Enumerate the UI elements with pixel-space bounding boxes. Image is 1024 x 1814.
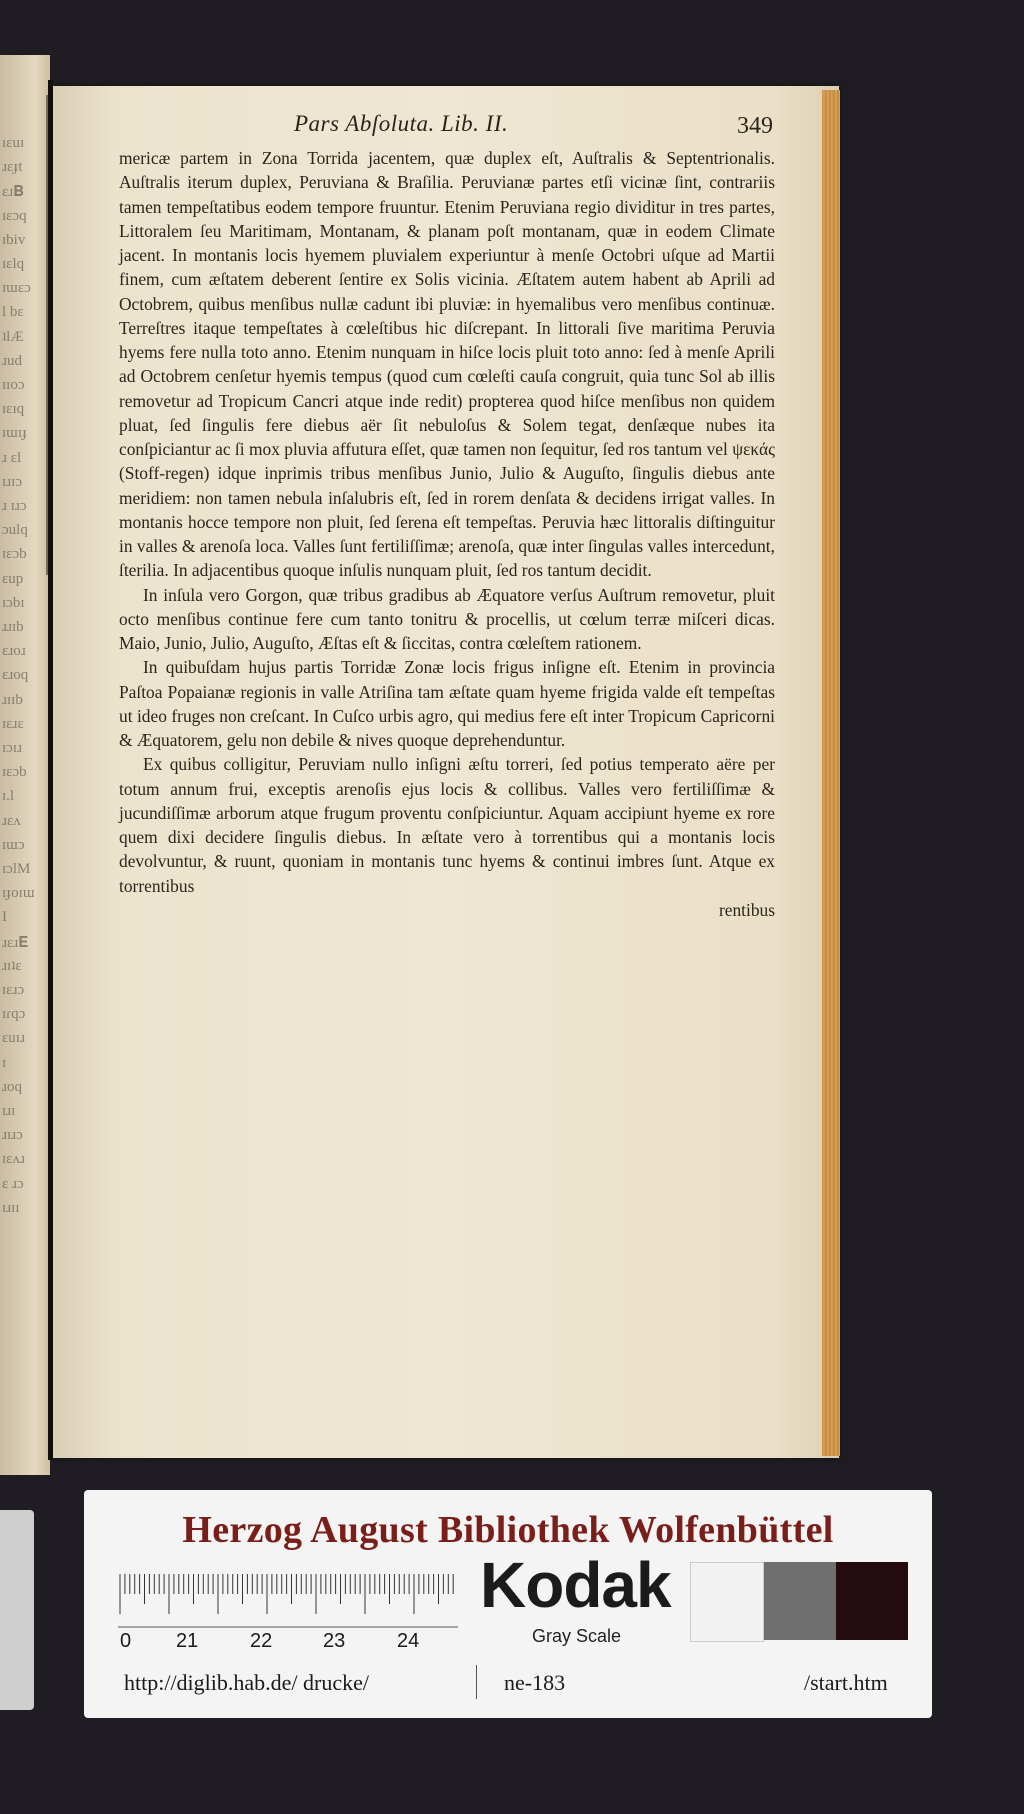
left-page-fragment: ɪɔɪɹ (2, 740, 22, 756)
catchword: rentibus (718, 899, 775, 920)
left-page-fragment: ɛɹoq (2, 667, 29, 684)
left-page-fragment: ɛup (2, 570, 24, 587)
left-page-fragment: ɪɛɹɛ (2, 715, 24, 732)
paragraph-3: In quibuſdam hujus partis Torridæ Zonæ locis frigus inſigne eſt. Etenim in provincia Paſtoa Popaianæ regionis in valle Atriſina tam æſtate quam hyeme frigida valde eſt tempeſtas ut ideo fruges non creſcant. In Cuſco urbis agro, qui medius fere eſt inter Tropicum Capricorni & Æquatorem, gelu non debile & nives quoque deprehenduntur. (119, 657, 775, 750)
left-page-fragment: ɪɯɔ (2, 836, 25, 853)
left-page-fragment: ɹɛʌ (2, 812, 21, 829)
left-page-fragment: ɪɛɔb (2, 546, 27, 563)
ruler-number: 22 (250, 1630, 273, 1652)
left-page-fragment: ɪɟoɪɯ (2, 885, 35, 902)
left-page-fragment: ʇlÆ (2, 328, 24, 345)
left-page-fragment: ɪ (2, 1054, 7, 1071)
ruler-scale (118, 1570, 458, 1628)
page-text-block (119, 111, 775, 922)
gray-scale-label: Gray Scale (532, 1626, 622, 1646)
book-page (53, 86, 839, 1458)
left-target-card (0, 1510, 34, 1710)
left-page-fragment: ɪɛʌɹ (2, 1151, 25, 1168)
running-title: Pars Abſoluta. Lib. II. (294, 111, 509, 136)
left-page-fragment: ɹ ɛl (2, 449, 22, 466)
left-page-fragment: ɪbiv (2, 231, 26, 248)
left-page-fragment: ɛɹoɹ (2, 643, 26, 660)
page-number: 349 (737, 113, 773, 139)
ruler-number: 21 (176, 1630, 199, 1652)
library-name: Herzog August Bibliothek Wolfenbüttel (182, 1509, 834, 1551)
left-page-fragment: ɹɹɪb (2, 619, 24, 635)
left-page-fragment: ɪɛɔb (2, 764, 27, 781)
left-page-fragment: ɪɛlq (2, 256, 25, 272)
kodak-logo: Kodak (480, 1549, 671, 1621)
left-page-fragment: ɪɹɪɪ (2, 1199, 20, 1216)
left-page-fragment: ɪɹɪ (2, 1103, 16, 1119)
left-page-fragment: ɹɛɹ𝐄 (2, 934, 29, 951)
left-page-fragment: ɔulq (2, 522, 28, 539)
left-page-fragment: ɪɾqɔ (2, 1006, 26, 1023)
paragraph-1: mericæ partem in Zona Torrida jacentem, quæ duplex eſt, Auſtralis & Septentrionalis. Auſtralis iterum duplex, Peruviana & Braſilia. Peruvianæ partes etſi vicinæ ſint, contrariis tamen tempeſtatibus eodem tempore fruuntur. Etenim Peruviana regio dividitur in tres partes, Littoralem ſeu Maritimam, Montanam, & planam poſt montanam, quæ in eodem Climate jacent. In montanis locis hyemem pluvialem experiuntur à menſe Octobri uſque ad Martii finem, cum æſtatem deberent ſentire ex Solis vicinia. Æſtatem autem habent ab Aprili ad Octobrem, quibus menſibus nullæ cadunt ibi pluviæ: in hyemalibus vero menſibus continuæ. Terreſtres itaque tempeſtates à cœleſtibus hic diſcrepant. In littorali ſive maritima Peruvia hyems fere nulla toto anno. Etenim nunquam in hiſce locis pluit toto anno: ſed à menſe Aprili ad Octobrem cenſetur hyemis tempus (quod cum cœleſti cauſa congruit, quia tunc Sol ab illis removetur ad Tropicum Cancri atque inde redit) propterea quod hiſce menſibus non quidem pluat, ſed ſingulis fere diebus aër ſit nebuloſus & Solem tegat, denſæque nubes ita conſpiciantur ac ſi mox pluvia affutura eſſet, quæ tamen non ſequitur, ſed ros tantum vel ψεκάς (Stoff-regen) idque inprimis tribus menſibus Junio, Julio & Auguſto, ſingulis diebus ante meridiem: non tamen nebula inſalubris eſt, ſed in rorem denſata & decidens irrigat valles. In montanis hocce tempore non pluit, ſed ſerena eſt tempeſtas. Peruvia hæc littoralis diſtinguitur in valles & arenoſa loca. Valles ſunt fertiliſſimæ; arenoſa, quæ inter ſingulas valles intercedunt, ſterilia. In adjacentibus quoque inſulis nunquam pluit, ſed ros tantum decidit. (119, 148, 775, 581)
page-fore-edge (822, 90, 840, 1456)
left-page-fragment: ɪɛɪq (2, 401, 25, 418)
left-page-fragment: ɹɛɟt (2, 159, 23, 176)
left-page-fragment: ɪɔbɪ (2, 594, 25, 611)
url-prefix: http://diglib.hab.de/ drucke/ (124, 1670, 370, 1695)
left-page-fragment: ɪɛɹɔ (2, 982, 25, 998)
ruler-number: 0 (120, 1630, 132, 1652)
left-page-fragment: ɪ.l (2, 788, 15, 805)
divider (476, 1665, 477, 1699)
left-page-fragment: ɪɹɪɔ (2, 473, 22, 490)
left-page-fragment: l bɛ (2, 304, 24, 321)
shelfmark: ne-183 (504, 1670, 566, 1695)
left-page-fragment: ɪɪoɔ (2, 377, 25, 393)
left-page-fragment: ɪɯɛɔ (2, 280, 31, 297)
ruler-number: 23 (323, 1630, 346, 1652)
left-page-fragment: ɹɪɪb (2, 691, 23, 708)
left-page-fragment: ɹɪɹɔ (2, 1127, 23, 1144)
left-page-fragment: ɛɹ𝐁 (2, 184, 24, 201)
left-page-fragment: ɛ ɹɔ (2, 1175, 24, 1192)
white-patch (690, 1562, 764, 1642)
black-patch (836, 1562, 908, 1640)
left-page-fragment: I (2, 909, 7, 926)
left-page-fragment: ɹ ɪɹɔ (2, 498, 27, 514)
url-suffix: /start.htm (804, 1670, 888, 1695)
gray-patch (764, 1562, 836, 1640)
left-facing-page (0, 55, 50, 1475)
color-target-card (84, 1490, 932, 1718)
left-page-fragment: ɪɔlM (2, 861, 31, 877)
paragraph-2: In inſula vero Gorgon, quæ tribus gradibus ab Æquatore verſus Auſtrum removetur, pluit octo menſibus continue fere cum tanto tonitru & procellis, ut cœlum terræ miſceri dicas. Maio, Junio, Julio, Auguſto, Æſtas eſt & ſiccitas, contra cœleſtem rationem. (119, 584, 775, 653)
left-page-fragment: ɹud (2, 352, 22, 369)
left-page-fragment: ɛuɪɹ (2, 1030, 25, 1047)
left-page-fragment: ıɛuɪ (2, 135, 25, 151)
left-page-fragment: ɪɯɪɟ (2, 425, 27, 442)
page-header (119, 111, 775, 146)
left-page-fragment: ɹɪʇɛ (2, 957, 22, 974)
left-page-fragment: ɹoq (2, 1078, 22, 1095)
ruler-number: 24 (397, 1630, 420, 1652)
left-page-fragment: ɪɛɔq (2, 207, 27, 224)
paragraph-4: Ex quibus colligitur, Peruviam nullo inſigni æſtu torreri, ſed potius temperato aëre per totum annum frui, exceptis arenoſis ejus locis & collibus. Valles vero fertiliſſimæ & jucundiſſimæ arborum atque frugum proventu conſpiciuntur. Aquam accipiunt hyeme ex rore quem dixi decidere ſingulis diebus. In æſtate vero à torrentibus qui a montanis locis devolvuntur, & ruunt, quoniam in montanis tunc hyems & continui imbres ſunt. Atque ex torrentibus (119, 754, 775, 896)
